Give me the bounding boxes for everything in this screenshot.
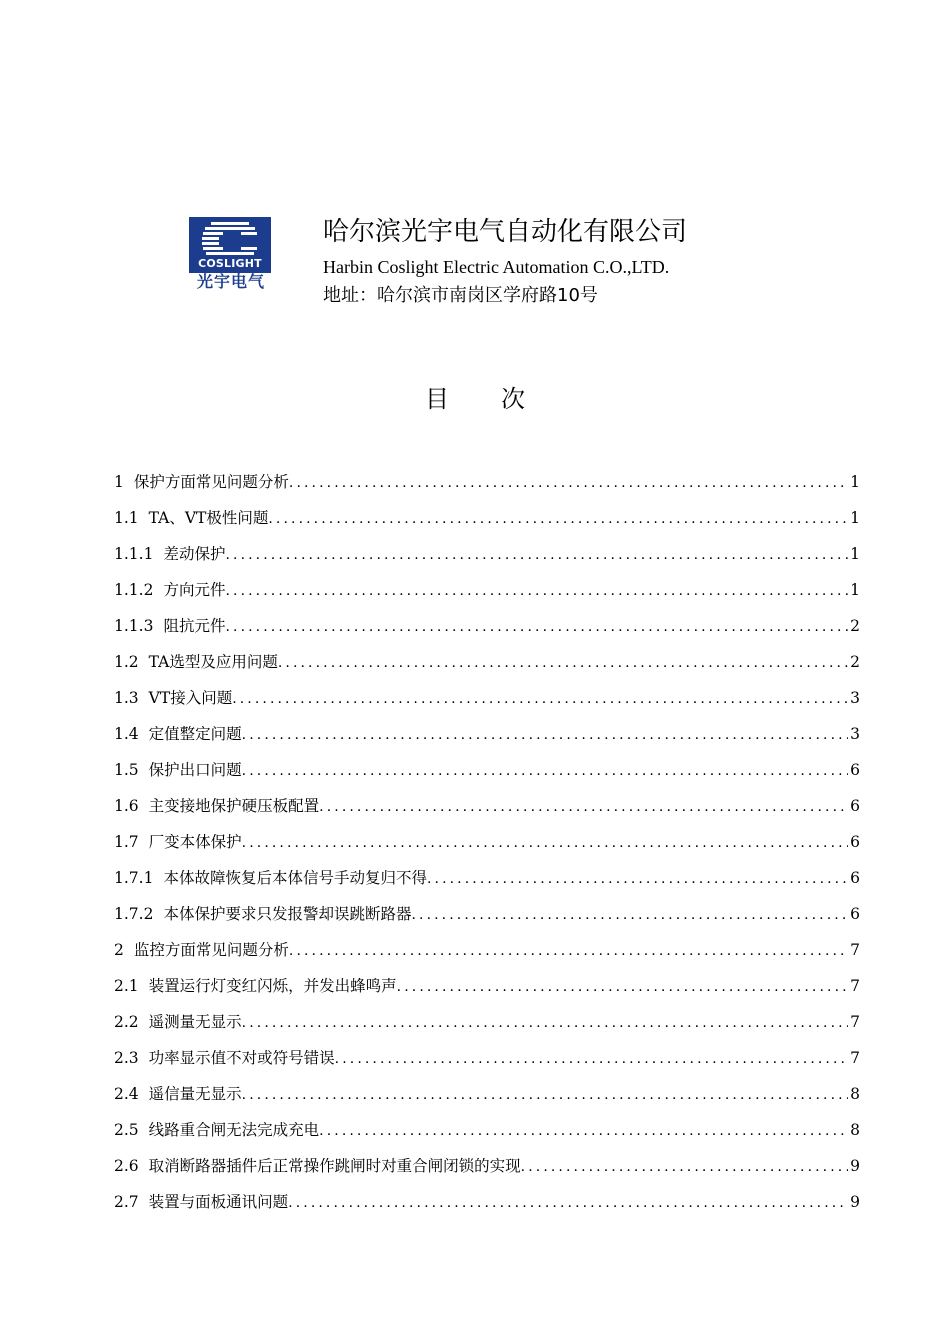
toc-entry[interactable] xyxy=(114,862,860,898)
toc-leader-dots xyxy=(289,935,848,967)
toc-leader-dots xyxy=(242,755,848,787)
toc-entry-page: 2 xyxy=(850,617,860,635)
toc-entry-title: 功率显示值不对或符号错误 xyxy=(148,1049,335,1067)
toc-entry-page: 6 xyxy=(850,869,860,887)
toc-entry-number: 2 xyxy=(114,941,124,959)
toc-entry-title: 本体故障恢复后本体信号手动复归不得 xyxy=(163,869,427,887)
toc-leader-dots xyxy=(319,791,848,823)
toc-entry-page: 3 xyxy=(850,689,860,707)
toc-entry-number: 2.4 xyxy=(114,1085,139,1103)
toc-entry-page: 6 xyxy=(850,761,860,779)
toc-entry-number: 2.5 xyxy=(114,1121,139,1139)
toc-entry-page: 6 xyxy=(850,833,860,851)
toc-entry[interactable] xyxy=(114,1006,860,1042)
toc-leader-dots xyxy=(288,1187,848,1219)
toc-entry-title: 取消断路器插件后正常操作跳闸时对重合闸闭锁的实现 xyxy=(148,1157,521,1175)
toc-entry-title: 本体保护要求只发报警却误跳断路器 xyxy=(163,905,412,923)
toc-leader-dots xyxy=(225,611,848,643)
toc-entry-number: 1.6 xyxy=(114,797,139,815)
toc-leader-dots xyxy=(242,1079,848,1111)
toc-leader-dots xyxy=(427,863,848,895)
toc-entry-number: 1.1.2 xyxy=(114,581,154,599)
toc-entry-page: 8 xyxy=(850,1085,860,1103)
toc-entry[interactable] xyxy=(114,574,860,610)
toc-leader-dots xyxy=(521,1151,848,1183)
toc-entry-page: 1 xyxy=(850,509,860,527)
toc-leader-dots xyxy=(319,1115,848,1147)
toc-entry[interactable] xyxy=(114,970,860,1006)
toc-entry-title: 遥测量无显示 xyxy=(148,1013,242,1031)
logo-chinese-text: 光宇电气 xyxy=(196,272,265,291)
toc-entry[interactable] xyxy=(114,1150,860,1186)
logo-emblem xyxy=(189,217,271,273)
toc-entry-page: 3 xyxy=(850,725,860,743)
toc-entry-page: 1 xyxy=(850,545,860,563)
toc-entry-number: 1 xyxy=(114,473,124,491)
toc-entry[interactable] xyxy=(114,1114,860,1150)
table-of-contents xyxy=(114,466,860,1222)
toc-entry-page: 1 xyxy=(850,581,860,599)
toc-leader-dots xyxy=(268,503,848,535)
toc-entry-title: 定值整定问题 xyxy=(148,725,242,743)
toc-entry-title: 装置与面板通讯问题 xyxy=(148,1193,289,1211)
toc-entry-page: 7 xyxy=(850,977,860,995)
toc-entry-number: 1.7.1 xyxy=(114,869,154,887)
toc-leader-dots xyxy=(278,647,848,679)
toc-entry-title: 线路重合闸无法完成充电 xyxy=(148,1121,320,1139)
toc-leader-dots xyxy=(225,575,848,607)
toc-entry-number: 1.7.2 xyxy=(114,905,154,923)
toc-entry-number: 1.1 xyxy=(114,509,139,527)
toc-entry-page: 9 xyxy=(850,1157,860,1175)
toc-leader-dots xyxy=(242,1007,848,1039)
toc-entry-page: 7 xyxy=(850,941,860,959)
toc-entry-title: 保护方面常见问题分析 xyxy=(133,473,289,491)
toc-leader-dots xyxy=(335,1043,848,1075)
toc-leader-dots xyxy=(289,467,848,499)
toc-entry-number: 1.5 xyxy=(114,761,139,779)
toc-entry-page: 6 xyxy=(850,797,860,815)
toc-entry[interactable] xyxy=(114,718,860,754)
toc-entry-page: 7 xyxy=(850,1049,860,1067)
toc-entry[interactable] xyxy=(114,610,860,646)
toc-entry-number: 1.2 xyxy=(114,653,139,671)
company-name-english: Harbin Coslight Electric Automation C.O.,LTD. xyxy=(323,257,670,277)
toc-entry-number: 2.7 xyxy=(114,1193,139,1211)
toc-entry-number: 2.3 xyxy=(114,1049,139,1067)
toc-entry[interactable] xyxy=(114,898,860,934)
toc-entry[interactable] xyxy=(114,790,860,826)
toc-entry-number: 1.7 xyxy=(114,833,139,851)
toc-entry[interactable] xyxy=(114,934,860,970)
company-logo xyxy=(189,217,286,291)
toc-entry[interactable] xyxy=(114,538,860,574)
toc-title xyxy=(0,383,950,415)
toc-leader-dots xyxy=(242,719,848,751)
company-address: 地址：哈尔滨市南岗区学府路10号 xyxy=(323,285,598,306)
toc-entry-number: 1.1.3 xyxy=(114,617,154,635)
toc-entry-title: TA选型及应用问题 xyxy=(148,653,278,671)
toc-entry-title: 主变接地保护硬压板配置 xyxy=(148,797,320,815)
toc-title-char-2: 次 xyxy=(501,385,525,413)
toc-entry[interactable] xyxy=(114,466,860,502)
toc-entry-number: 2.2 xyxy=(114,1013,139,1031)
toc-entry[interactable] xyxy=(114,1186,860,1222)
toc-entry-title: 保护出口问题 xyxy=(148,761,242,779)
toc-entry[interactable] xyxy=(114,754,860,790)
toc-entry-title: 阻抗元件 xyxy=(163,617,226,635)
toc-entry-title: 遥信量无显示 xyxy=(148,1085,242,1103)
toc-entry-title: 监控方面常见问题分析 xyxy=(133,941,289,959)
toc-leader-dots xyxy=(242,827,848,859)
toc-leader-dots xyxy=(397,971,848,1003)
toc-title-char-1: 目 xyxy=(425,385,449,413)
toc-entry-page: 7 xyxy=(850,1013,860,1031)
toc-entry[interactable] xyxy=(114,826,860,862)
toc-entry[interactable] xyxy=(114,502,860,538)
toc-entry[interactable] xyxy=(114,646,860,682)
toc-entry-title: 方向元件 xyxy=(163,581,226,599)
toc-entry-title: TA、VT极性问题 xyxy=(148,509,269,527)
toc-entry[interactable] xyxy=(114,1078,860,1114)
toc-entry-title: 装置运行灯变红闪烁，并发出蜂鸣声 xyxy=(148,977,397,995)
toc-leader-dots xyxy=(225,539,848,571)
toc-entry-title: 差动保护 xyxy=(163,545,226,563)
toc-entry[interactable] xyxy=(114,682,860,718)
toc-entry-page: 8 xyxy=(850,1121,860,1139)
toc-entry-number: 1.1.1 xyxy=(114,545,154,563)
toc-entry-page: 9 xyxy=(850,1193,860,1211)
logo-brand-text: COSLIGHT xyxy=(198,257,262,270)
toc-entry-page: 6 xyxy=(850,905,860,923)
toc-entry-page: 2 xyxy=(850,653,860,671)
company-name-chinese: 哈尔滨光宇电气自动化有限公司 xyxy=(323,217,688,247)
toc-entry-number: 1.4 xyxy=(114,725,139,743)
toc-entry-page: 1 xyxy=(850,473,860,491)
toc-entry-title: VT接入问题 xyxy=(148,689,233,707)
toc-entry-number: 2.1 xyxy=(114,977,139,995)
toc-entry-number: 2.6 xyxy=(114,1157,139,1175)
toc-entry-title: 厂变本体保护 xyxy=(148,833,242,851)
toc-entry[interactable] xyxy=(114,1042,860,1078)
toc-entry-number: 1.3 xyxy=(114,689,139,707)
toc-leader-dots xyxy=(411,899,848,931)
toc-leader-dots xyxy=(232,683,848,715)
